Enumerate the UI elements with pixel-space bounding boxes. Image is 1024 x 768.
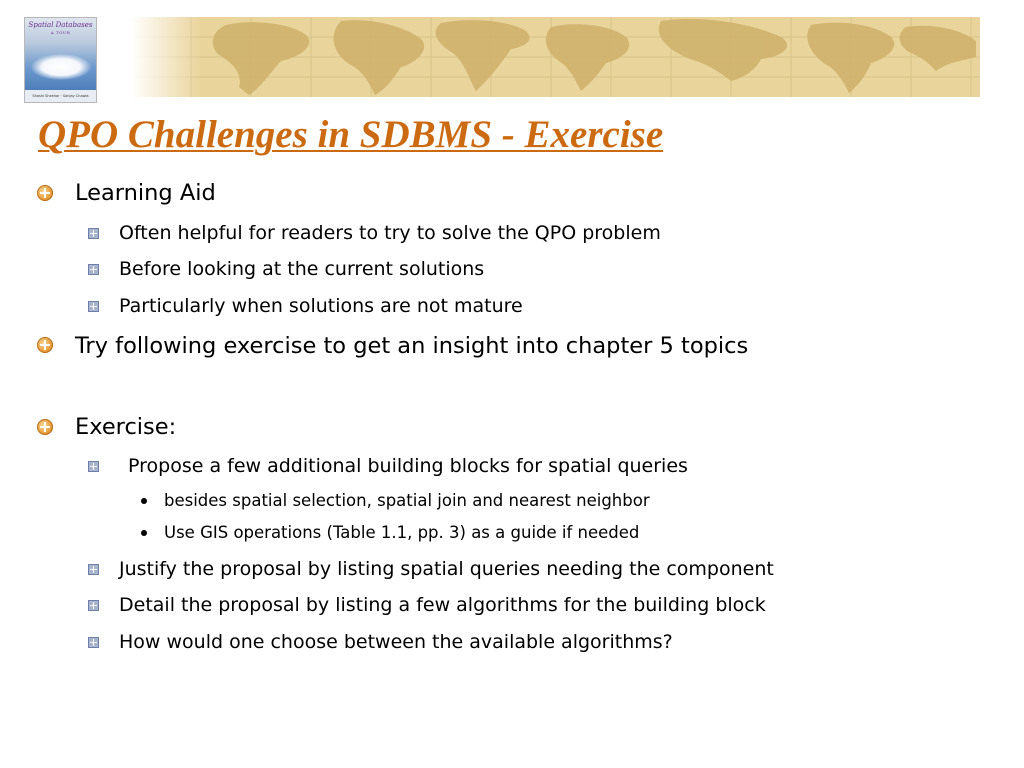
- sub-bullet: Propose a few additional building blocks for spatial queries: [128, 455, 688, 477]
- sub-bullet: Justify the proposal by listing spatial queries needing the component: [119, 558, 774, 580]
- book-cover-title: Spatial Databases: [28, 21, 93, 29]
- level2-bullet-icon: [88, 600, 99, 611]
- sub-bullet: Detail the proposal by listing a few algorithms for the building block: [119, 594, 766, 616]
- bullet-exercise: Exercise:: [75, 414, 177, 440]
- level3-bullet-icon: [141, 530, 147, 536]
- sub-bullet: Before looking at the current solutions: [119, 258, 485, 280]
- banner-fade: [131, 17, 201, 97]
- level2-bullet-icon: [88, 228, 99, 239]
- sub-sub-bullet: besides spatial selection, spatial join and nearest neighbor: [164, 491, 650, 510]
- level2-bullet-icon: [88, 301, 99, 312]
- level1-bullet-icon: [37, 419, 53, 435]
- world-map-icon: [131, 17, 980, 97]
- cloud-icon: [31, 54, 91, 80]
- bullet-try-exercise: Try following exercise to get an insight into chapter 5 topics: [75, 333, 749, 359]
- level3-bullet-icon: [141, 498, 147, 504]
- sub-sub-bullet: Use GIS operations (Table 1.1, pp. 3) as a guide if needed: [164, 523, 640, 542]
- level1-bullet-icon: [37, 337, 53, 353]
- level2-bullet-icon: [88, 461, 99, 472]
- level1-bullet-icon: [37, 185, 53, 201]
- book-cover-authors: Shashi Shekhar · Sanjay Chawla: [25, 90, 96, 102]
- level2-bullet-icon: [88, 264, 99, 275]
- book-cover-image: [24, 17, 97, 103]
- world-map-banner: [131, 17, 980, 97]
- book-cover-subtitle: A TOUR: [50, 30, 71, 35]
- level2-bullet-icon: [88, 637, 99, 648]
- bullet-learning-aid: Learning Aid: [75, 180, 216, 206]
- level2-bullet-icon: [88, 564, 99, 575]
- sub-bullet: Particularly when solutions are not mature: [119, 295, 523, 317]
- sub-bullet: Often helpful for readers to try to solve the QPO problem: [119, 222, 661, 244]
- slide-title: QPO Challenges in SDBMS - Exercise: [38, 113, 664, 156]
- sub-bullet: How would one choose between the available algorithms?: [119, 631, 673, 653]
